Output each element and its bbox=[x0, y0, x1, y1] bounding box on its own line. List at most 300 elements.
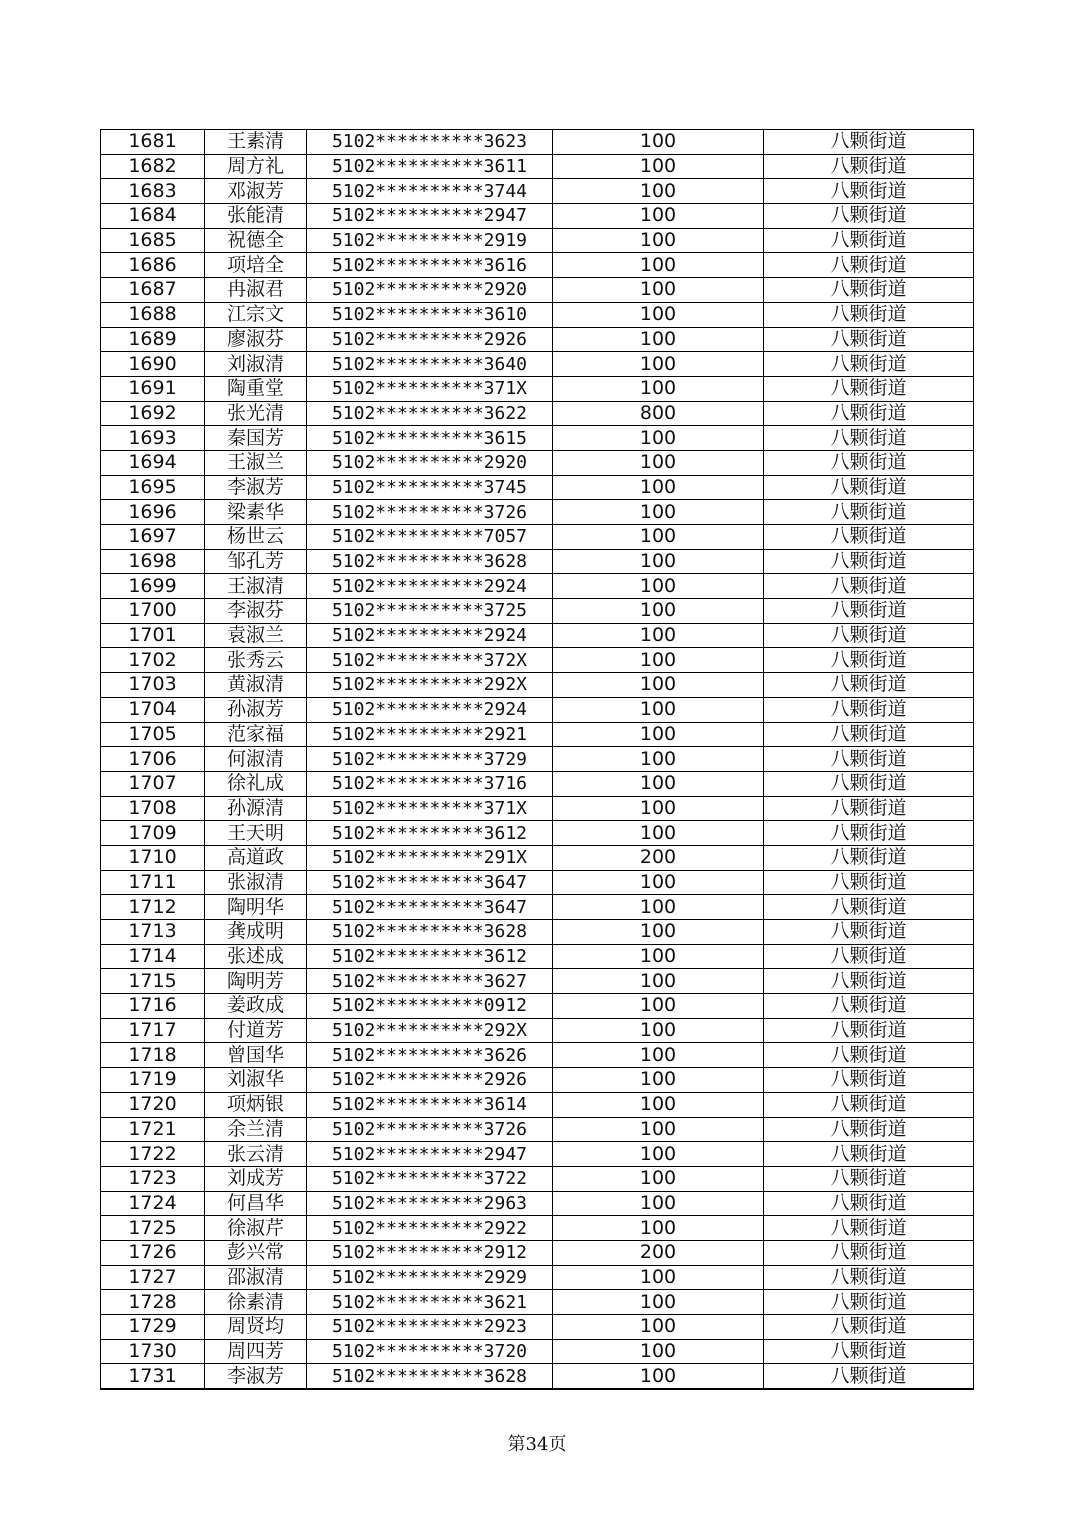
cell-id-number: 5102**********3616 bbox=[307, 253, 553, 278]
cell-id-number: 5102**********2920 bbox=[307, 450, 553, 475]
cell-name: 项炳银 bbox=[205, 1092, 307, 1117]
cell-name: 邹孔芳 bbox=[205, 549, 307, 574]
cell-name: 陶明华 bbox=[205, 895, 307, 920]
cell-district: 八颗街道 bbox=[764, 1290, 974, 1315]
cell-district: 八颗街道 bbox=[764, 1092, 974, 1117]
cell-name: 孙淑芳 bbox=[205, 697, 307, 722]
cell-index: 1682 bbox=[101, 154, 205, 179]
cell-district: 八颗街道 bbox=[764, 1339, 974, 1364]
cell-id-number: 5102**********292X bbox=[307, 1018, 553, 1043]
cell-district: 八颗街道 bbox=[764, 549, 974, 574]
cell-name: 祝德全 bbox=[205, 228, 307, 253]
cell-name: 秦国芳 bbox=[205, 426, 307, 451]
cell-id-number: 5102**********3628 bbox=[307, 549, 553, 574]
cell-district: 八颗街道 bbox=[764, 500, 974, 525]
cell-id-number: 5102**********371X bbox=[307, 376, 553, 401]
cell-index: 1702 bbox=[101, 648, 205, 673]
table-row bbox=[101, 401, 974, 426]
cell-district: 八颗街道 bbox=[764, 673, 974, 698]
cell-name: 李淑芳 bbox=[205, 1364, 307, 1389]
cell-index: 1689 bbox=[101, 327, 205, 352]
cell-district: 八颗街道 bbox=[764, 895, 974, 920]
table-row bbox=[101, 1142, 974, 1167]
cell-amount: 100 bbox=[553, 1216, 764, 1241]
cell-id-number: 5102**********3614 bbox=[307, 1092, 553, 1117]
cell-id-number: 5102**********3621 bbox=[307, 1290, 553, 1315]
cell-index: 1715 bbox=[101, 969, 205, 994]
cell-id-number: 5102**********3744 bbox=[307, 179, 553, 204]
cell-index: 1726 bbox=[101, 1240, 205, 1265]
cell-amount: 100 bbox=[553, 1117, 764, 1142]
cell-name: 廖淑芬 bbox=[205, 327, 307, 352]
cell-district: 八颗街道 bbox=[764, 697, 974, 722]
cell-id-number: 5102**********2923 bbox=[307, 1315, 553, 1340]
cell-amount: 100 bbox=[553, 327, 764, 352]
cell-id-number: 5102**********3610 bbox=[307, 302, 553, 327]
table-row bbox=[101, 697, 974, 722]
cell-name: 张秀云 bbox=[205, 648, 307, 673]
cell-district: 八颗街道 bbox=[764, 969, 974, 994]
cell-index: 1690 bbox=[101, 352, 205, 377]
table-row bbox=[101, 673, 974, 698]
cell-amount: 100 bbox=[553, 920, 764, 945]
cell-index: 1719 bbox=[101, 1068, 205, 1093]
cell-index: 1716 bbox=[101, 994, 205, 1019]
cell-amount: 100 bbox=[553, 1339, 764, 1364]
cell-district: 八颗街道 bbox=[764, 796, 974, 821]
cell-district: 八颗街道 bbox=[764, 228, 974, 253]
cell-amount: 100 bbox=[553, 771, 764, 796]
cell-name: 杨世云 bbox=[205, 525, 307, 550]
cell-id-number: 5102**********0912 bbox=[307, 994, 553, 1019]
cell-district: 八颗街道 bbox=[764, 525, 974, 550]
table-row bbox=[101, 1216, 974, 1241]
cell-index: 1710 bbox=[101, 845, 205, 870]
cell-name: 姜政成 bbox=[205, 994, 307, 1019]
cell-id-number: 5102**********291X bbox=[307, 845, 553, 870]
cell-index: 1681 bbox=[101, 130, 205, 155]
table-row bbox=[101, 228, 974, 253]
cell-index: 1730 bbox=[101, 1339, 205, 1364]
table-row bbox=[101, 1166, 974, 1191]
cell-district: 八颗街道 bbox=[764, 1216, 974, 1241]
cell-name: 黄淑清 bbox=[205, 673, 307, 698]
cell-name: 何淑清 bbox=[205, 747, 307, 772]
cell-index: 1714 bbox=[101, 944, 205, 969]
cell-id-number: 5102**********3612 bbox=[307, 821, 553, 846]
cell-amount: 100 bbox=[553, 376, 764, 401]
cell-id-number: 5102**********2919 bbox=[307, 228, 553, 253]
cell-district: 八颗街道 bbox=[764, 278, 974, 303]
cell-name: 邵淑清 bbox=[205, 1265, 307, 1290]
cell-amount: 100 bbox=[553, 352, 764, 377]
cell-district: 八颗街道 bbox=[764, 747, 974, 772]
cell-name: 周贤均 bbox=[205, 1315, 307, 1340]
cell-amount: 200 bbox=[553, 1240, 764, 1265]
cell-name: 刘淑华 bbox=[205, 1068, 307, 1093]
cell-id-number: 5102**********7057 bbox=[307, 525, 553, 550]
table-row bbox=[101, 1364, 974, 1389]
cell-id-number: 5102**********2963 bbox=[307, 1191, 553, 1216]
table-row bbox=[101, 920, 974, 945]
cell-amount: 100 bbox=[553, 722, 764, 747]
cell-id-number: 5102**********2912 bbox=[307, 1240, 553, 1265]
cell-district: 八颗街道 bbox=[764, 401, 974, 426]
cell-district: 八颗街道 bbox=[764, 1142, 974, 1167]
cell-amount: 100 bbox=[553, 944, 764, 969]
cell-index: 1706 bbox=[101, 747, 205, 772]
cell-amount: 100 bbox=[553, 747, 764, 772]
table-row bbox=[101, 352, 974, 377]
cell-index: 1699 bbox=[101, 574, 205, 599]
cell-name: 陶明芳 bbox=[205, 969, 307, 994]
cell-amount: 100 bbox=[553, 1265, 764, 1290]
cell-name: 孙源清 bbox=[205, 796, 307, 821]
cell-district: 八颗街道 bbox=[764, 771, 974, 796]
cell-district: 八颗街道 bbox=[764, 994, 974, 1019]
cell-amount: 100 bbox=[553, 1068, 764, 1093]
cell-district: 八颗街道 bbox=[764, 253, 974, 278]
table-row bbox=[101, 944, 974, 969]
cell-district: 八颗街道 bbox=[764, 154, 974, 179]
table-row bbox=[101, 204, 974, 229]
cell-district: 八颗街道 bbox=[764, 204, 974, 229]
cell-name: 王素清 bbox=[205, 130, 307, 155]
cell-amount: 100 bbox=[553, 994, 764, 1019]
cell-index: 1701 bbox=[101, 623, 205, 648]
cell-name: 刘淑清 bbox=[205, 352, 307, 377]
table-row bbox=[101, 1043, 974, 1068]
cell-amount: 100 bbox=[553, 549, 764, 574]
cell-amount: 100 bbox=[553, 1191, 764, 1216]
cell-amount: 100 bbox=[553, 697, 764, 722]
cell-amount: 100 bbox=[553, 1018, 764, 1043]
table-row bbox=[101, 130, 974, 155]
table-row bbox=[101, 1339, 974, 1364]
cell-index: 1709 bbox=[101, 821, 205, 846]
cell-id-number: 5102**********3725 bbox=[307, 599, 553, 624]
table-row bbox=[101, 278, 974, 303]
cell-index: 1722 bbox=[101, 1142, 205, 1167]
cell-index: 1705 bbox=[101, 722, 205, 747]
cell-name: 李淑芳 bbox=[205, 475, 307, 500]
cell-index: 1704 bbox=[101, 697, 205, 722]
cell-id-number: 5102**********2926 bbox=[307, 327, 553, 352]
cell-index: 1725 bbox=[101, 1216, 205, 1241]
cell-index: 1723 bbox=[101, 1166, 205, 1191]
table-row bbox=[101, 994, 974, 1019]
cell-name: 张云清 bbox=[205, 1142, 307, 1167]
cell-id-number: 5102**********3628 bbox=[307, 920, 553, 945]
table-row bbox=[101, 747, 974, 772]
cell-amount: 100 bbox=[553, 796, 764, 821]
cell-amount: 100 bbox=[553, 574, 764, 599]
cell-district: 八颗街道 bbox=[764, 450, 974, 475]
cell-index: 1693 bbox=[101, 426, 205, 451]
cell-district: 八颗街道 bbox=[764, 1315, 974, 1340]
cell-id-number: 5102**********3623 bbox=[307, 130, 553, 155]
cell-amount: 100 bbox=[553, 1290, 764, 1315]
cell-id-number: 5102**********3627 bbox=[307, 969, 553, 994]
cell-name: 王天明 bbox=[205, 821, 307, 846]
cell-district: 八颗街道 bbox=[764, 130, 974, 155]
table-row bbox=[101, 1068, 974, 1093]
cell-index: 1691 bbox=[101, 376, 205, 401]
cell-name: 何昌华 bbox=[205, 1191, 307, 1216]
table-row bbox=[101, 821, 974, 846]
cell-name: 徐淑芹 bbox=[205, 1216, 307, 1241]
table-row bbox=[101, 1265, 974, 1290]
cell-index: 1712 bbox=[101, 895, 205, 920]
page-number: 第34页 bbox=[507, 1434, 567, 1455]
cell-id-number: 5102**********292X bbox=[307, 673, 553, 698]
cell-amount: 100 bbox=[553, 1166, 764, 1191]
cell-index: 1683 bbox=[101, 179, 205, 204]
cell-amount: 100 bbox=[553, 1315, 764, 1340]
table-row bbox=[101, 895, 974, 920]
cell-id-number: 5102**********2920 bbox=[307, 278, 553, 303]
cell-district: 八颗街道 bbox=[764, 722, 974, 747]
cell-name: 张淑清 bbox=[205, 870, 307, 895]
cell-index: 1729 bbox=[101, 1315, 205, 1340]
cell-id-number: 5102**********3628 bbox=[307, 1364, 553, 1389]
cell-name: 项培全 bbox=[205, 253, 307, 278]
cell-district: 八颗街道 bbox=[764, 648, 974, 673]
table-row bbox=[101, 648, 974, 673]
cell-index: 1696 bbox=[101, 500, 205, 525]
cell-id-number: 5102**********3720 bbox=[307, 1339, 553, 1364]
table-row bbox=[101, 475, 974, 500]
cell-index: 1727 bbox=[101, 1265, 205, 1290]
cell-amount: 100 bbox=[553, 1364, 764, 1389]
cell-name: 范家福 bbox=[205, 722, 307, 747]
cell-amount: 100 bbox=[553, 969, 764, 994]
cell-district: 八颗街道 bbox=[764, 920, 974, 945]
cell-amount: 100 bbox=[553, 623, 764, 648]
cell-index: 1721 bbox=[101, 1117, 205, 1142]
cell-id-number: 5102**********3626 bbox=[307, 1043, 553, 1068]
cell-amount: 100 bbox=[553, 253, 764, 278]
cell-district: 八颗街道 bbox=[764, 1191, 974, 1216]
cell-district: 八颗街道 bbox=[764, 821, 974, 846]
cell-index: 1718 bbox=[101, 1043, 205, 1068]
cell-amount: 100 bbox=[553, 302, 764, 327]
table-row bbox=[101, 969, 974, 994]
cell-index: 1713 bbox=[101, 920, 205, 945]
cell-id-number: 5102**********3716 bbox=[307, 771, 553, 796]
cell-district: 八颗街道 bbox=[764, 1068, 974, 1093]
cell-district: 八颗街道 bbox=[764, 1265, 974, 1290]
table-row bbox=[101, 771, 974, 796]
cell-id-number: 5102**********3722 bbox=[307, 1166, 553, 1191]
cell-index: 1692 bbox=[101, 401, 205, 426]
cell-name: 高道政 bbox=[205, 845, 307, 870]
table-row bbox=[101, 549, 974, 574]
cell-name: 王淑清 bbox=[205, 574, 307, 599]
cell-district: 八颗街道 bbox=[764, 1364, 974, 1389]
cell-name: 张能清 bbox=[205, 204, 307, 229]
cell-name: 周四芳 bbox=[205, 1339, 307, 1364]
cell-index: 1728 bbox=[101, 1290, 205, 1315]
table-row bbox=[101, 1240, 974, 1265]
table-row bbox=[101, 722, 974, 747]
cell-id-number: 5102**********2947 bbox=[307, 204, 553, 229]
cell-name: 邓淑芳 bbox=[205, 179, 307, 204]
cell-index: 1684 bbox=[101, 204, 205, 229]
cell-district: 八颗街道 bbox=[764, 870, 974, 895]
record-table bbox=[100, 129, 974, 1390]
cell-name: 付道芳 bbox=[205, 1018, 307, 1043]
cell-name: 张光清 bbox=[205, 401, 307, 426]
cell-index: 1685 bbox=[101, 228, 205, 253]
table-row bbox=[101, 376, 974, 401]
cell-id-number: 5102**********371X bbox=[307, 796, 553, 821]
cell-index: 1707 bbox=[101, 771, 205, 796]
cell-id-number: 5102**********2924 bbox=[307, 574, 553, 599]
cell-id-number: 5102**********3726 bbox=[307, 1117, 553, 1142]
table-row bbox=[101, 870, 974, 895]
cell-district: 八颗街道 bbox=[764, 599, 974, 624]
table-row bbox=[101, 1018, 974, 1043]
cell-district: 八颗街道 bbox=[764, 1240, 974, 1265]
cell-district: 八颗街道 bbox=[764, 1166, 974, 1191]
cell-id-number: 5102**********2924 bbox=[307, 623, 553, 648]
cell-id-number: 5102**********3647 bbox=[307, 895, 553, 920]
table-row bbox=[101, 574, 974, 599]
cell-amount: 100 bbox=[553, 475, 764, 500]
table-row bbox=[101, 327, 974, 352]
cell-index: 1695 bbox=[101, 475, 205, 500]
cell-district: 八颗街道 bbox=[764, 1117, 974, 1142]
cell-index: 1694 bbox=[101, 450, 205, 475]
cell-amount: 100 bbox=[553, 500, 764, 525]
cell-name: 陶重堂 bbox=[205, 376, 307, 401]
cell-name: 李淑芬 bbox=[205, 599, 307, 624]
table-row bbox=[101, 500, 974, 525]
cell-name: 徐礼成 bbox=[205, 771, 307, 796]
cell-name: 曾国华 bbox=[205, 1043, 307, 1068]
cell-district: 八颗街道 bbox=[764, 845, 974, 870]
cell-name: 张述成 bbox=[205, 944, 307, 969]
cell-index: 1724 bbox=[101, 1191, 205, 1216]
table-row bbox=[101, 1315, 974, 1340]
table-row bbox=[101, 179, 974, 204]
cell-amount: 100 bbox=[553, 278, 764, 303]
cell-id-number: 5102**********2947 bbox=[307, 1142, 553, 1167]
cell-amount: 100 bbox=[553, 525, 764, 550]
cell-amount: 200 bbox=[553, 845, 764, 870]
table-row bbox=[101, 1290, 974, 1315]
cell-id-number: 5102**********3729 bbox=[307, 747, 553, 772]
cell-district: 八颗街道 bbox=[764, 1043, 974, 1068]
cell-name: 梁素华 bbox=[205, 500, 307, 525]
cell-amount: 100 bbox=[553, 204, 764, 229]
cell-name: 周方礼 bbox=[205, 154, 307, 179]
cell-amount: 100 bbox=[553, 895, 764, 920]
cell-amount: 100 bbox=[553, 228, 764, 253]
cell-name: 王淑兰 bbox=[205, 450, 307, 475]
cell-amount: 100 bbox=[553, 1043, 764, 1068]
table-row bbox=[101, 623, 974, 648]
cell-amount: 100 bbox=[553, 450, 764, 475]
cell-district: 八颗街道 bbox=[764, 179, 974, 204]
cell-name: 刘成芳 bbox=[205, 1166, 307, 1191]
cell-amount: 100 bbox=[553, 870, 764, 895]
cell-amount: 100 bbox=[553, 1092, 764, 1117]
cell-index: 1717 bbox=[101, 1018, 205, 1043]
cell-id-number: 5102**********372X bbox=[307, 648, 553, 673]
cell-id-number: 5102**********3611 bbox=[307, 154, 553, 179]
cell-id-number: 5102**********3612 bbox=[307, 944, 553, 969]
cell-index: 1731 bbox=[101, 1364, 205, 1389]
cell-id-number: 5102**********3745 bbox=[307, 475, 553, 500]
cell-amount: 100 bbox=[553, 154, 764, 179]
cell-id-number: 5102**********2929 bbox=[307, 1265, 553, 1290]
cell-id-number: 5102**********3615 bbox=[307, 426, 553, 451]
cell-id-number: 5102**********2921 bbox=[307, 722, 553, 747]
cell-id-number: 5102**********3726 bbox=[307, 500, 553, 525]
cell-district: 八颗街道 bbox=[764, 475, 974, 500]
cell-name: 江宗文 bbox=[205, 302, 307, 327]
cell-amount: 800 bbox=[553, 401, 764, 426]
cell-id-number: 5102**********2926 bbox=[307, 1068, 553, 1093]
table-row bbox=[101, 1117, 974, 1142]
cell-index: 1703 bbox=[101, 673, 205, 698]
table-row bbox=[101, 253, 974, 278]
cell-index: 1697 bbox=[101, 525, 205, 550]
cell-index: 1708 bbox=[101, 796, 205, 821]
table-row bbox=[101, 1092, 974, 1117]
cell-id-number: 5102**********3640 bbox=[307, 352, 553, 377]
cell-id-number: 5102**********2922 bbox=[307, 1216, 553, 1241]
cell-id-number: 5102**********3647 bbox=[307, 870, 553, 895]
table-row bbox=[101, 599, 974, 624]
cell-index: 1686 bbox=[101, 253, 205, 278]
table-row bbox=[101, 1191, 974, 1216]
cell-id-number: 5102**********3622 bbox=[307, 401, 553, 426]
cell-district: 八颗街道 bbox=[764, 327, 974, 352]
cell-name: 徐素清 bbox=[205, 1290, 307, 1315]
cell-amount: 100 bbox=[553, 673, 764, 698]
cell-district: 八颗街道 bbox=[764, 1018, 974, 1043]
cell-name: 龚成明 bbox=[205, 920, 307, 945]
cell-district: 八颗街道 bbox=[764, 623, 974, 648]
cell-district: 八颗街道 bbox=[764, 574, 974, 599]
cell-amount: 100 bbox=[553, 179, 764, 204]
cell-index: 1698 bbox=[101, 549, 205, 574]
table-row bbox=[101, 845, 974, 870]
cell-district: 八颗街道 bbox=[764, 426, 974, 451]
cell-index: 1688 bbox=[101, 302, 205, 327]
table-row bbox=[101, 796, 974, 821]
table-row bbox=[101, 525, 974, 550]
table-row bbox=[101, 426, 974, 451]
cell-index: 1720 bbox=[101, 1092, 205, 1117]
cell-name: 袁淑兰 bbox=[205, 623, 307, 648]
cell-id-number: 5102**********2924 bbox=[307, 697, 553, 722]
cell-amount: 100 bbox=[553, 599, 764, 624]
cell-district: 八颗街道 bbox=[764, 376, 974, 401]
cell-index: 1700 bbox=[101, 599, 205, 624]
table-row bbox=[101, 302, 974, 327]
cell-amount: 100 bbox=[553, 130, 764, 155]
table-row bbox=[101, 450, 974, 475]
cell-amount: 100 bbox=[553, 821, 764, 846]
cell-name: 冉淑君 bbox=[205, 278, 307, 303]
cell-index: 1687 bbox=[101, 278, 205, 303]
cell-amount: 100 bbox=[553, 1142, 764, 1167]
cell-district: 八颗街道 bbox=[764, 302, 974, 327]
